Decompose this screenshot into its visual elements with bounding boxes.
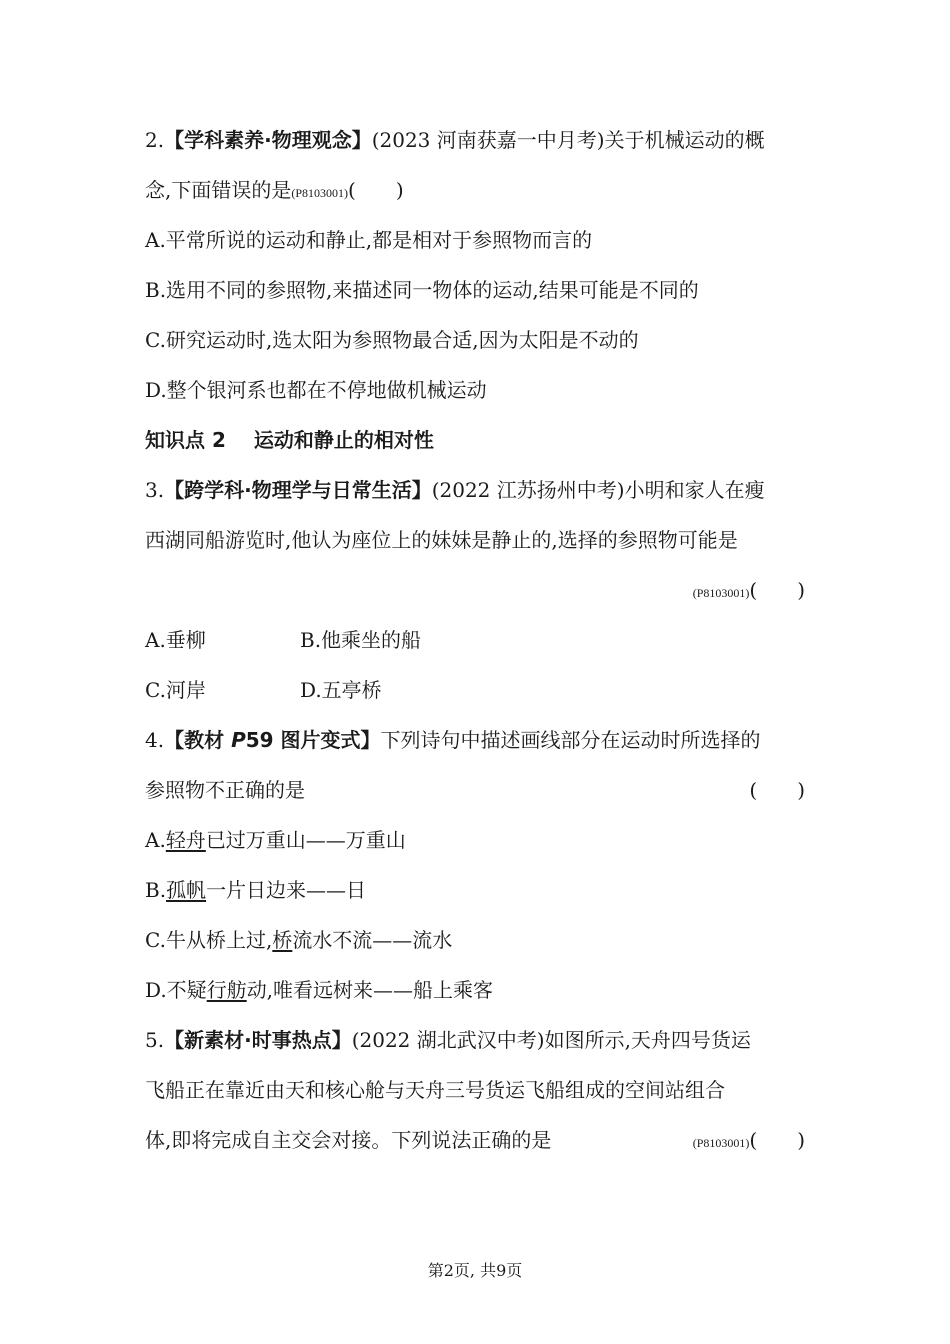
q5-source: (2022 湖北武汉中考) [351,1028,545,1052]
page-footer: 第2页, 共9页 [427,1261,523,1280]
q3-stem-2: 西湖同船游览时,他认为座位上的妹妹是静止的,选择的参照物可能是 [145,528,738,552]
q2-stem-2: 念,下面错误的是 [145,178,292,202]
section-label: 知识点 2 [145,428,226,452]
q4-tag-post: 59 图片变式】 [245,728,381,752]
q4-option-c [145,926,805,954]
q3-stem-1: 小明和家人在瘦 [624,478,765,502]
q3-number: 3. [145,478,165,502]
q4-line1 [145,726,805,754]
q2-option-d: D.整个银河系也都在不停地做机械运动 [145,378,487,402]
q3-ref-code: (P8103001) [692,586,750,600]
section-heading [145,426,805,454]
q3-tag: 【跨学科·物理学与日常生活】 [164,478,432,502]
q4-stem-1: 下列诗句中描述画线部分在运动时所选择的 [380,728,761,752]
q4-number: 4. [145,728,165,752]
q4-tag [164,728,380,752]
q4-tag-p: P [231,728,246,752]
q2-number: 2. [145,128,165,152]
q4-option-a [145,826,805,854]
q4-option-b-text: 一片日边来——日 [206,878,367,902]
q5-stem-2: 飞船正在靠近由天和核心舱与天舟三号货运飞船组成的空间站组合 [145,1078,725,1102]
q4-option-b-label: B. [145,878,167,902]
q2-line2 [145,176,805,207]
q4-option-b-underlined: 孤帆 [166,878,207,902]
q3-option-c: C.河岸 [145,678,206,702]
q4-option-d-text: 动,唯看远树来——船上乘客 [246,978,494,1002]
q2-option-c: C.研究运动时,选太阳为参照物最合适,因为太阳是不动的 [145,328,639,352]
q4-option-c-label: C.牛从桥上过, [145,928,273,952]
q3-answer-blank: ( ) [749,578,805,602]
q2-answer-blank: ( ) [348,178,404,202]
q4-option-a-text: 已过万重山——万重山 [205,828,406,852]
q5-number: 5. [145,1028,165,1052]
q5-answer-blank: ( ) [749,1128,805,1152]
q2-source: (2023 河南获嘉一中月考) [371,128,605,152]
q5-line1 [145,1026,805,1054]
q5-stem-1: 如图所示,天舟四号货运 [544,1028,751,1052]
q4-option-c-underlined: 桥 [272,928,293,952]
q2-tag: 【学科素养·物理观念】 [164,128,372,152]
q2-ref-code: (P8103001) [291,186,349,200]
section-title: 运动和静止的相对性 [253,428,434,452]
q4-stem-2: 参照物不正确的是 [145,778,305,802]
q3-source: (2022 江苏扬州中考) [431,478,625,502]
q3-options-row1 [145,626,805,654]
q2-option-a: A.平常所说的运动和静止,都是相对于参照物而言的 [145,228,593,252]
q4-line2 [145,776,805,804]
q5-ref-code: (P8103001) [692,1136,750,1150]
q4-option-a-label: A. [145,828,166,852]
q4-answer-blank: ( ) [749,778,805,802]
q5-line3 [145,1126,805,1154]
q3-option-a: A.垂柳 [145,628,206,652]
q4-option-d-underlined: 行舫 [206,978,247,1002]
q2-option-b: B.选用不同的参照物,来描述同一物体的运动,结果可能是不同的 [145,278,699,302]
q4-option-c-text: 流水不流——流水 [292,928,453,952]
q3-line1 [145,476,805,504]
q5-stem-3: 体,即将完成自主交会对接。下列说法正确的是 [145,1128,552,1152]
q4-tag-pre: 【教材 [164,728,232,752]
q3-option-d: D.五亭桥 [300,678,382,702]
q4-option-a-underlined: 轻舟 [165,828,206,852]
q2-line1 [145,126,805,154]
q4-option-d [145,976,805,1004]
q3-option-b: B.他乘坐的船 [300,628,422,652]
q4-option-d-label: D.不疑 [145,978,207,1002]
q3-options-row2 [145,676,805,704]
q4-option-b [145,876,805,904]
q5-tag: 【新素材·时事热点】 [164,1028,352,1052]
q2-stem-1: 关于机械运动的概 [604,128,765,152]
